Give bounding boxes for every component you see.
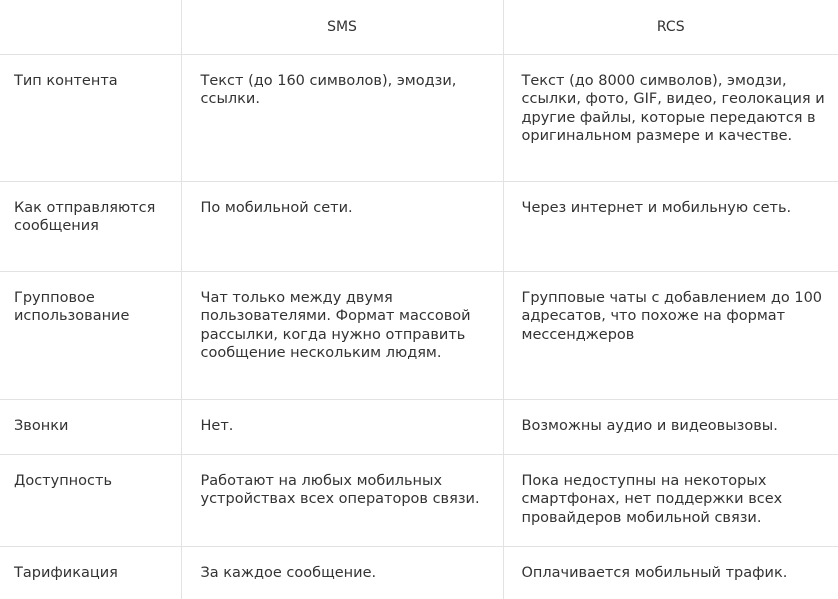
table-row [0, 547, 838, 599]
table-row [0, 400, 838, 455]
row-label: Тип контента [0, 55, 181, 90]
rcs-value: Пока недоступны на некоторых смартфонах, нет поддержки всех провайдеров мобильной связи. [504, 455, 838, 527]
sms-value: Текст (до 160 символов), эмодзи, ссылки. [182, 55, 503, 109]
rcs-cell [503, 55, 838, 182]
row-label: Доступность [0, 455, 181, 490]
rcs-value: Текст (до 8000 символов), эмодзи, ссылки, фото, GIF, видео, геолокация и другие файлы, которые передаются в оригинальном размере и качестве. [504, 55, 838, 145]
rcs-value: Оплачивается мобильный трафик. [504, 547, 838, 582]
rcs-value: Возможны аудио и видеовызовы. [504, 400, 838, 435]
table-row [0, 55, 838, 182]
row-label: Как отправляются сообщения [0, 182, 181, 236]
sms-value: Нет. [182, 400, 503, 435]
header-sms: SMS [181, 0, 503, 55]
sms-cell [181, 547, 503, 599]
header-rcs: RCS [503, 0, 838, 55]
row-label-cell [0, 455, 181, 547]
sms-cell [181, 272, 503, 400]
rcs-cell [503, 182, 838, 272]
sms-value: За каждое сообщение. [182, 547, 503, 582]
row-label-cell [0, 400, 181, 455]
row-label-cell [0, 547, 181, 599]
row-label: Тарификация [0, 547, 181, 582]
rcs-value: Через интернет и мобильную сеть. [504, 182, 838, 217]
table-row [0, 182, 838, 272]
header-row [0, 0, 838, 55]
sms-cell [181, 400, 503, 455]
rcs-cell [503, 400, 838, 455]
rcs-cell [503, 455, 838, 547]
row-label: Групповое использование [0, 272, 181, 326]
row-label-cell [0, 272, 181, 400]
row-label-cell [0, 55, 181, 182]
sms-cell [181, 455, 503, 547]
rcs-value: Групповые чаты с добавлением до 100 адресатов, что похоже на формат мессенджеров [504, 272, 838, 344]
sms-value: По мобильной сети. [182, 182, 503, 217]
table-row [0, 455, 838, 547]
sms-cell [181, 182, 503, 272]
rcs-cell [503, 272, 838, 400]
row-label-cell [0, 182, 181, 272]
header-blank-cell [0, 0, 181, 55]
sms-value: Чат только между двумя пользователями. Формат массовой рассылки, когда нужно отправить сообщение нескольким людям. [182, 272, 503, 362]
sms-value: Работают на любых мобильных устройствах всех операторов связи. [182, 455, 503, 509]
rcs-cell [503, 547, 838, 599]
table-row [0, 272, 838, 400]
sms-cell [181, 55, 503, 182]
row-label: Звонки [0, 400, 181, 435]
